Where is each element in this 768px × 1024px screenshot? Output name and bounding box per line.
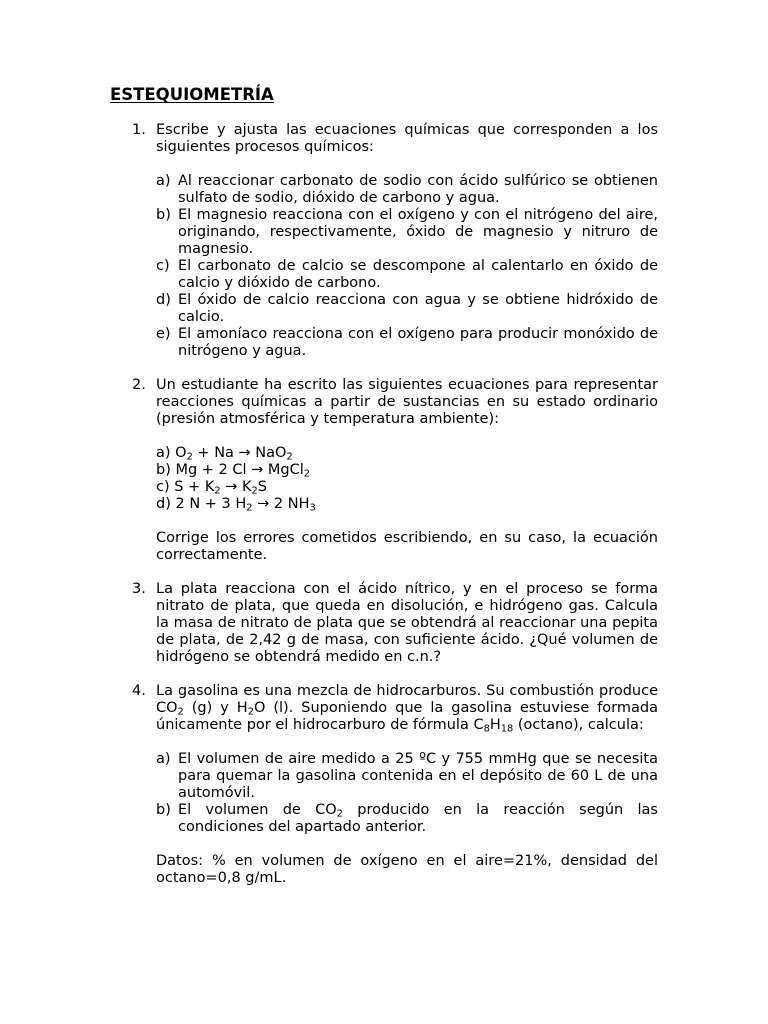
question-3 xyxy=(110,581,658,666)
question-closing: Corrige los errores cometidos escribiendo, en su caso, la ecuación correctamente. xyxy=(156,530,658,563)
list-item: c) El carbonato de calcio se descompone al calentarlo en óxido de calcio y dióxido de carbono. xyxy=(156,258,658,291)
question-number: 2. xyxy=(132,377,146,393)
question-text: La gasolina es una mezcla de hidrocarburos. Su combustión produce $CO_2$ (g) y $H_2O$ (l). Suponiendo que la gasolina estuviese formada únicamente por el hidrocarburo de fórmula $C_8H_{18}$ (octano), calcula: xyxy=(156,683,658,735)
list-item: a) Al reaccionar carbonato de sodio con ácido sulfúrico se obtienen sulfato de sodio, dióxido de carbono y agua. xyxy=(156,173,658,206)
list-item: d) El óxido de calcio reacciona con agua y se obtiene hidróxido de calcio. xyxy=(156,292,658,325)
question-1 xyxy=(110,122,658,360)
question-number: 3. xyxy=(132,581,146,597)
question-number: 1. xyxy=(132,122,146,138)
list-item: a) El volumen de aire medido a 25 ºC y 755 mmHg que se necesita para quemar la gasolina contenida en el depósito de 60 L de una automóvil. xyxy=(156,751,658,801)
equation-a: a) O2 + Na → NaO2 xyxy=(156,445,293,463)
list-item: e) El amoníaco reacciona con el oxígeno para producir monóxido de nitrógeno y agua. xyxy=(156,326,658,359)
data-note: Datos: % en volumen de oxígeno en el aire=21%, densidad del octano=0,8 g/mL. xyxy=(156,853,658,886)
equation-c: c) S + K2 → K2S xyxy=(156,479,267,497)
question-text: Escribe y ajusta las ecuaciones químicas que corresponden a los siguientes procesos químicos: xyxy=(156,122,658,155)
exercise-list xyxy=(110,122,658,904)
question-2 xyxy=(110,377,658,564)
question-4 xyxy=(110,683,658,887)
question-text: Un estudiante ha escrito las siguientes ecuaciones para representar reacciones químicas a partir de sustancias en su estado ordinario (presión atmosférica y temperatura ambiente): xyxy=(156,377,658,427)
question-text: La plata reacciona con el ácido nítrico, y en el proceso se forma nitrato de plata, que queda en disolución, e hidrógeno gas. Calcula la masa de nitrato de plata que se obtendrá al reaccionar una pepita de plata, de 2,42 g de masa, con suficiente ácido. ¿Qué volumen de hidrógeno se obtendrá medido en c.n.? xyxy=(156,581,658,665)
list-item: b) El magnesio reacciona con el oxígeno y con el nitrógeno del aire, originando, respectivamente, óxido de magnesio y nitruro de magnesio. xyxy=(156,207,658,257)
equation-b: b) Mg + 2 Cl → MgCl2 xyxy=(156,462,311,480)
equation-d: d) 2 N + 3 H2 → 2 NH3 xyxy=(156,496,316,514)
list-item: b) El volumen de $CO_2$ producido en la reacción según las condiciones del apartado anterior. xyxy=(156,802,658,835)
question-number: 4. xyxy=(132,683,146,699)
page-title: ESTEQUIOMETRÍA xyxy=(110,85,274,104)
